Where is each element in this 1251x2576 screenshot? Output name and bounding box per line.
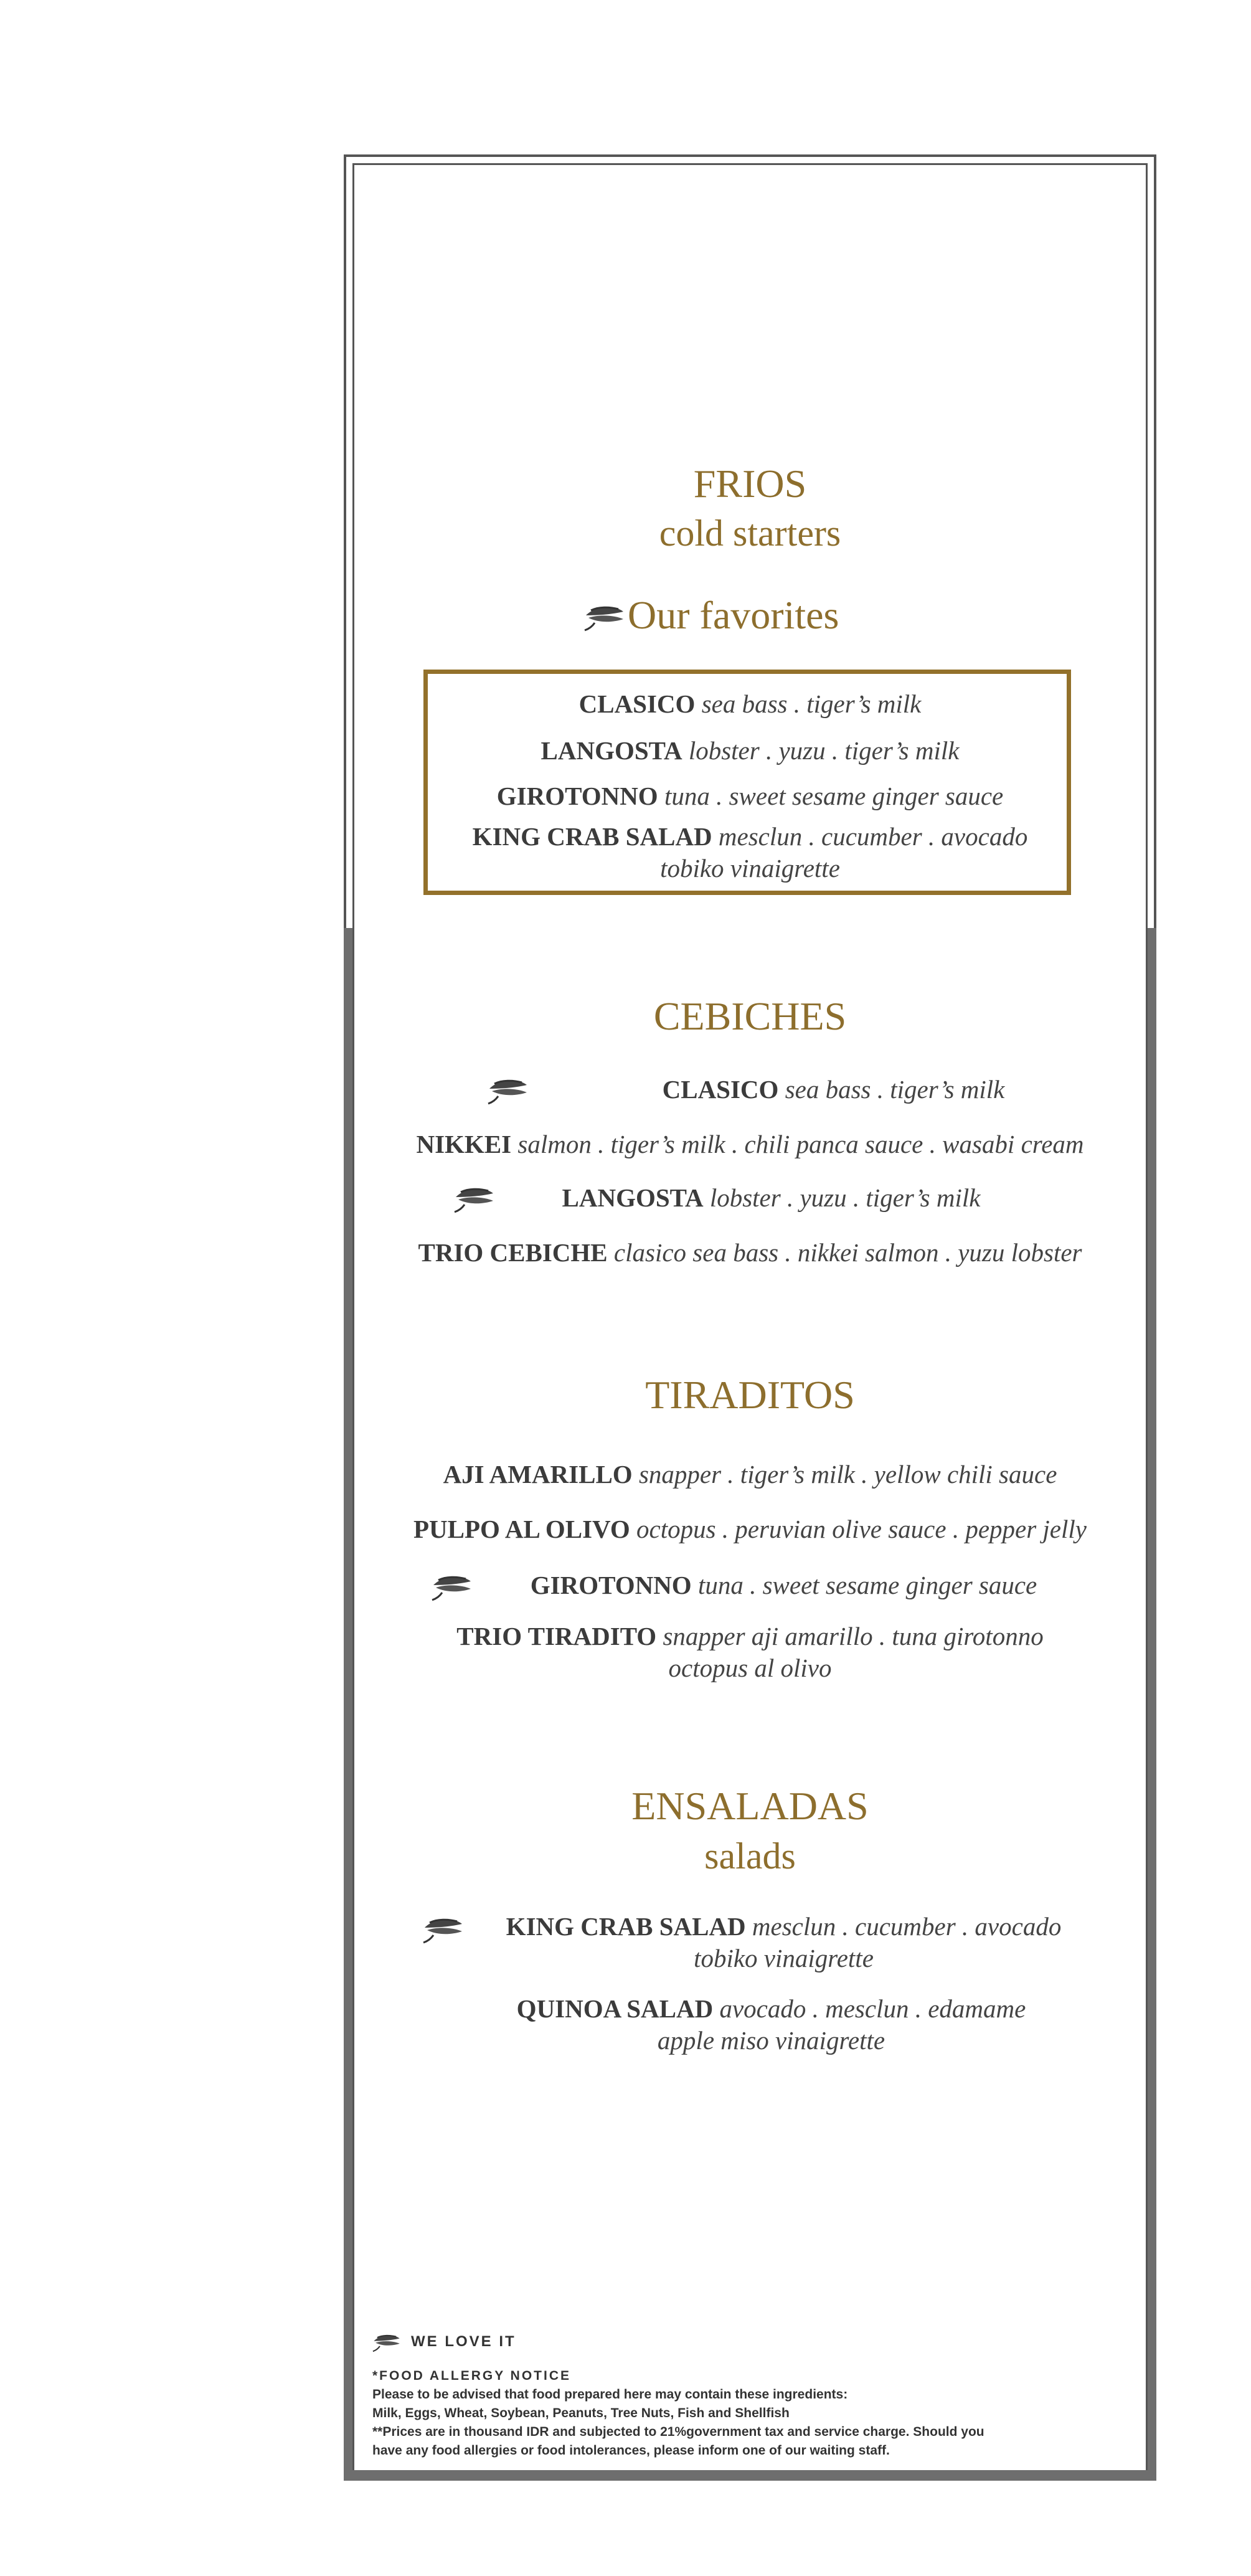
dish-name: QUINOA SALAD — [516, 1994, 714, 2023]
dish-description: mesclun . cucumber . avocado — [752, 1912, 1062, 1941]
menu-item — [352, 1459, 1148, 1490]
footer-notes — [372, 2367, 1120, 2460]
dish-name: TRIO CEBICHE — [418, 1238, 608, 1267]
dish-description: octopus . peruvian olive sauce . pepper jelly — [636, 1515, 1087, 1543]
dish-description: lobster . yuzu . tiger’s milk — [709, 1183, 981, 1212]
dish-name: PULPO AL OLIVO — [413, 1515, 630, 1543]
allergy-ingredients-line: Milk, Eggs, Wheat, Soybean, Peanuts, Tree Nuts, Fish and Shellfish — [372, 2406, 790, 2420]
menu-item — [386, 1570, 1181, 1601]
section-subtitle-frios: cold starters — [659, 513, 841, 554]
dish-description-cont: tobiko vinaigrette — [660, 854, 840, 883]
dish-description: clasico sea bass . nikkei salmon . yuzu lobster — [613, 1238, 1082, 1267]
fish-logo-icon — [371, 2328, 402, 2353]
section-title-tiraditos: TIRADITOS — [645, 1373, 855, 1417]
favorite-item — [352, 688, 1148, 720]
dish-description: sea bass . tiger’s milk — [785, 1075, 1005, 1104]
dish-description: salmon . tiger’s milk . chili panca sauce . wasabi cream — [517, 1130, 1084, 1158]
section-title-frios: FRIOS — [693, 462, 807, 506]
fish-logo-icon — [582, 597, 627, 633]
dish-name: GIROTONNO — [530, 1571, 692, 1599]
section-title-ensaladas: ENSALADAS — [631, 1784, 869, 1828]
section-subtitle-ensaladas: salads — [704, 1835, 796, 1877]
dish-name: CLASICO — [578, 689, 696, 718]
dish-description-cont: octopus al olivo — [668, 1654, 832, 1683]
dish-name: LANGOSTA — [541, 736, 682, 765]
menu-item — [352, 1621, 1148, 1685]
favorites-title: Our favorites — [628, 593, 839, 637]
card-shadow-right — [1148, 928, 1156, 2481]
menu-item — [386, 1911, 1181, 1975]
favorite-item — [352, 821, 1148, 885]
legend-label: WE LOVE IT — [411, 2333, 516, 2350]
price-notice-line-cont: have any food allergies or food intolerances, please inform one of our waiting staff. — [372, 2443, 890, 2458]
menu-card-frame-inner — [352, 163, 1148, 2472]
menu-item — [352, 1513, 1148, 1545]
dish-name: KING CRAB SALAD — [506, 1912, 746, 1941]
card-shadow-bottom — [344, 2470, 1156, 2481]
menu-item — [352, 1129, 1148, 1160]
menu-item — [436, 1074, 1231, 1106]
section-title-cebiches: CEBICHES — [653, 994, 847, 1038]
dish-name: CLASICO — [662, 1075, 779, 1104]
favorite-item — [352, 735, 1148, 767]
allergy-notice-title: *FOOD ALLERGY NOTICE — [372, 2369, 572, 2383]
dish-description: snapper . tiger’s milk . yellow chili sauce — [638, 1460, 1057, 1489]
dish-description: snapper aji amarillo . tuna girotonno — [663, 1622, 1044, 1650]
dish-description: tuna . sweet sesame ginger sauce — [664, 782, 1004, 810]
dish-name: NIKKEI — [416, 1130, 512, 1158]
dish-name: KING CRAB SALAD — [472, 822, 712, 851]
card-shadow-left — [344, 928, 352, 2481]
dish-name: LANGOSTA — [562, 1183, 704, 1212]
menu-item — [374, 1993, 1169, 2057]
dish-description: sea bass . tiger’s milk — [701, 689, 922, 718]
dish-name: AJI AMARILLO — [443, 1460, 633, 1489]
dish-name: GIROTONNO — [496, 782, 658, 810]
menu-item — [374, 1182, 1169, 1214]
dish-description: lobster . yuzu . tiger’s milk — [688, 736, 960, 765]
dish-description: tuna . sweet sesame ginger sauce — [697, 1571, 1037, 1599]
favorite-item — [352, 780, 1148, 812]
dish-description: mesclun . cucumber . avocado — [718, 822, 1028, 851]
dish-description-cont: apple miso vinaigrette — [657, 2026, 885, 2055]
dish-name: TRIO TIRADITO — [456, 1622, 657, 1650]
menu-item — [352, 1237, 1148, 1269]
allergy-notice-line: Please to be advised that food prepared here may contain these ingredients: — [372, 2387, 848, 2402]
price-notice-line: **Prices are in thousand IDR and subjected to 21%government tax and service charge. Should you — [372, 2425, 984, 2439]
dish-description: avocado . mesclun . edamame — [719, 1994, 1026, 2023]
dish-description-cont: tobiko vinaigrette — [694, 1944, 874, 1973]
